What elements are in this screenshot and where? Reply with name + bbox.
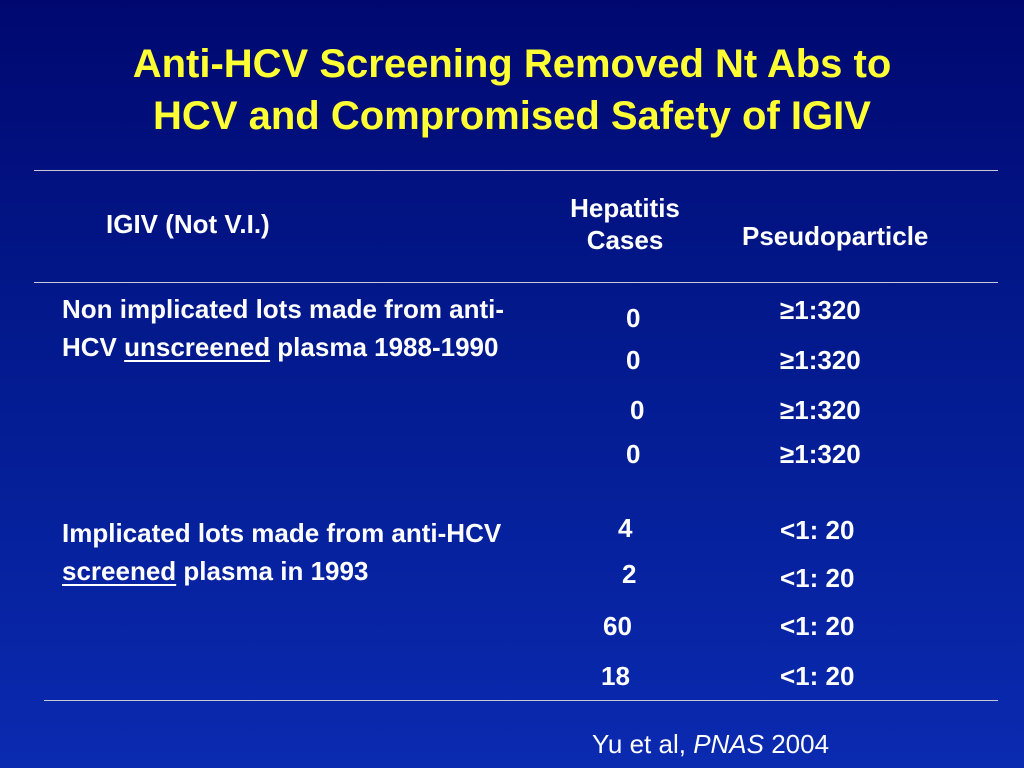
group-1-titer-1: ≥1:320 xyxy=(780,295,861,325)
header-hepatitis-cases xyxy=(540,192,710,256)
group-1-case-2: 0 xyxy=(626,345,641,375)
group-2-description xyxy=(62,514,512,590)
group-2-desc-underlined: screened xyxy=(62,556,177,586)
header-hepatitis-line1: Hepatitis xyxy=(570,193,680,223)
group-1-description xyxy=(62,290,512,366)
citation-year: 2004 xyxy=(764,729,830,759)
table-header-rule xyxy=(34,282,998,283)
group-2-titer-4: <1: 20 xyxy=(780,661,855,691)
group-1-case-3: 0 xyxy=(630,395,645,425)
group-1-case-1: 0 xyxy=(626,303,641,333)
table-top-rule xyxy=(34,170,998,171)
citation-journal: PNAS xyxy=(693,729,764,759)
title-line-2: HCV and Compromised Safety of IGIV xyxy=(153,94,871,138)
header-pseudoparticle: Pseudoparticle xyxy=(742,221,929,251)
citation xyxy=(592,726,829,762)
group-2-desc-text-end: plasma in 1993 xyxy=(176,556,369,586)
group-2-case-3: 60 xyxy=(603,611,632,641)
group-2-desc-text: Implicated lots made from anti-HCV xyxy=(62,518,502,548)
group-2-case-1: 4 xyxy=(618,513,633,543)
citation-authors: Yu et al, xyxy=(592,729,694,759)
group-2-titer-1: <1: 20 xyxy=(780,515,855,545)
group-1-desc-text: Non implicated lots made from anti-HCV xyxy=(62,294,505,362)
title-line-1: Anti-HCV Screening Removed Nt Abs to xyxy=(132,42,892,86)
group-1-desc-text-end: plasma 1988-1990 xyxy=(270,332,499,362)
header-igiv: IGIV (Not V.I.) xyxy=(106,209,270,239)
table-bottom-rule xyxy=(44,700,998,701)
group-1-case-4: 0 xyxy=(626,439,641,469)
group-1-desc-underlined: unscreened xyxy=(124,332,271,362)
group-2-titer-2: <1: 20 xyxy=(780,563,855,593)
group-1-titer-3: ≥1:320 xyxy=(780,395,861,425)
group-1-titer-4: ≥1:320 xyxy=(780,439,861,469)
group-2-titer-3: <1: 20 xyxy=(780,611,855,641)
slide-title xyxy=(0,38,1024,142)
header-hepatitis-line2: Cases xyxy=(586,225,664,255)
group-1-titer-2: ≥1:320 xyxy=(780,345,861,375)
group-2-case-4: 18 xyxy=(601,661,630,691)
group-2-case-2: 2 xyxy=(622,559,637,589)
